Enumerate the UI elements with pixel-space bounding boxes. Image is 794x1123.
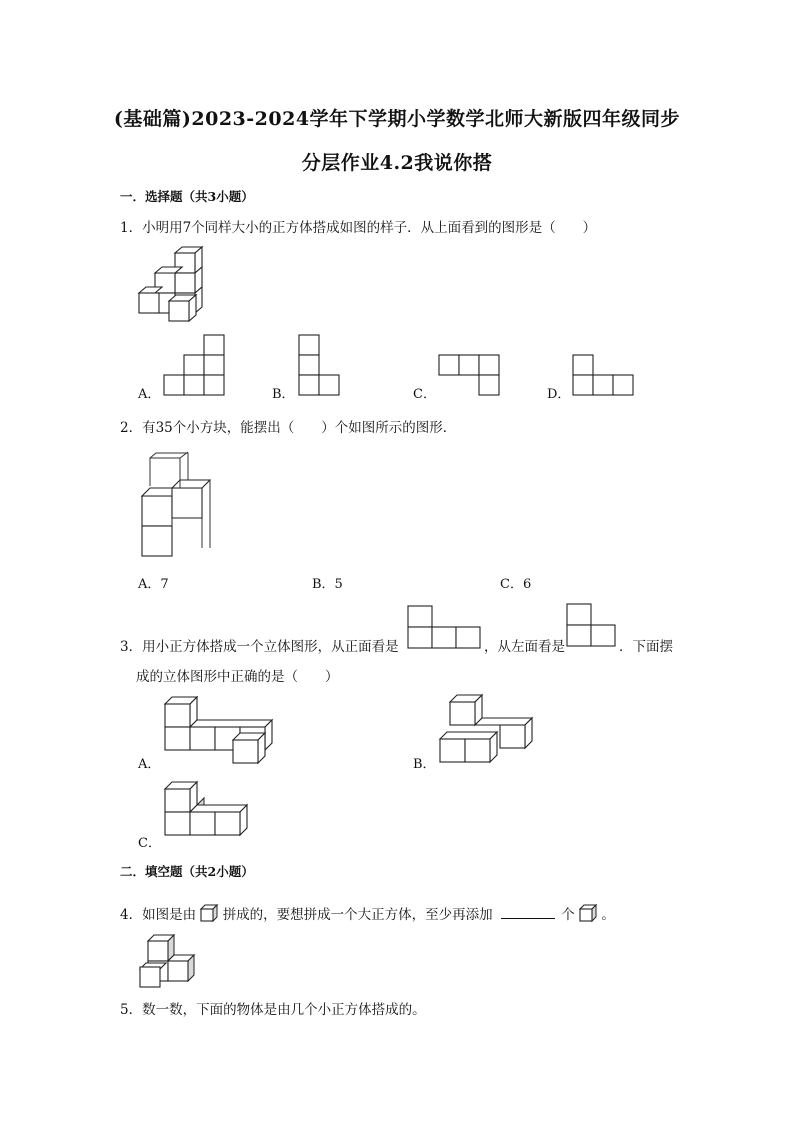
q3-left-view-figure [566, 603, 616, 647]
q2-option-b[interactable]: B．5 [312, 577, 343, 592]
q4-answer-blank[interactable] [501, 906, 555, 919]
q3-text-part-a: 3．用小正方体搭成一个立体图形，从正面看是 [120, 639, 399, 655]
q4-text-part-b: 拼成的，要想拼成一个大正方体，至少再添加 [222, 907, 493, 923]
small-cube-icon [200, 904, 218, 922]
q3-text-part-b: ，从左面看是 [484, 639, 565, 655]
q4-cube-figure [138, 932, 198, 988]
q5-text: 5．数一数，下面的物体是由几个小正方体搭成的。 [120, 1002, 426, 1018]
q1-option-a-label[interactable]: A． [138, 387, 161, 402]
q2-option-a[interactable]: A．7 [138, 577, 169, 592]
q3-text-part-c: ．下面摆 [619, 639, 673, 655]
q3-text-line-2: 成的立体图形中正确的是（ ） [136, 669, 339, 685]
q4-text-part-c: 个 [561, 907, 575, 923]
q4-line [120, 903, 615, 923]
q3-option-b-label[interactable]: B． [413, 757, 436, 772]
q1-option-a-figure [163, 334, 225, 396]
title-line-2: 分层作业4.2我说你搭 [301, 152, 493, 174]
q3-option-c-figure [163, 780, 253, 844]
q3-option-b-figure [438, 693, 534, 765]
q1-option-c-label[interactable]: C． [413, 387, 436, 402]
q2-cube-figure [138, 450, 220, 560]
q2-option-c[interactable]: C．6 [500, 577, 532, 592]
q3-option-a-figure [163, 696, 279, 766]
q1-text: 1．小明用7个同样大小的正方体搭成如图的样子．从上面看到的图形是（ ） [120, 220, 597, 236]
q3-option-c-label[interactable]: C． [138, 836, 161, 851]
q1-option-b-figure [298, 334, 340, 396]
q4-text-part-d: 。 [601, 907, 615, 923]
q1-cube-figure [135, 245, 210, 325]
q1-option-b-label[interactable]: B． [272, 387, 295, 402]
q3-front-view-figure [407, 605, 481, 649]
section-1-heading: 一．选择题（共3小题） [120, 189, 254, 204]
q2-text: 2．有35个小方块，能摆出（ ）个如图所示的图形． [120, 420, 457, 436]
q1-option-d-label[interactable]: D． [547, 387, 571, 402]
small-cube-icon [579, 904, 597, 922]
q1-option-c-figure [438, 354, 500, 396]
title-line-1: (基础篇)2023-2024学年下学期小学数学北师大新版四年级同步 [113, 108, 681, 130]
section-2-heading: 二．填空题（共2小题） [120, 864, 254, 879]
q3-option-a-label[interactable]: A． [138, 757, 161, 772]
q1-option-d-figure [572, 354, 634, 396]
q4-text-part-a: 4．如图是由 [120, 907, 197, 923]
